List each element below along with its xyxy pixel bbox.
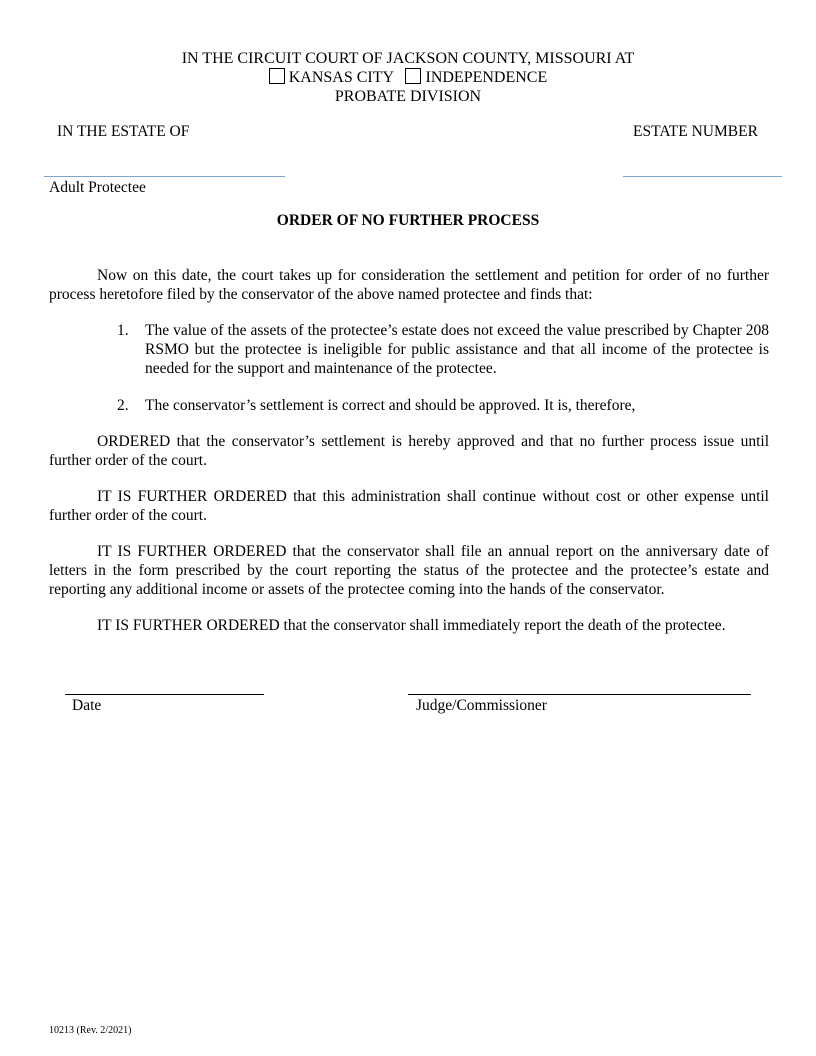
court-heading: IN THE CIRCUIT COURT OF JACKSON COUNTY, MISSOURI AT: [181, 50, 635, 67]
order-paragraph: IT IS FURTHER ORDERED that the conservator shall file an annual report on the anniversary date of letters in the form prescribed by the court reporting the status of the protectee and the protectee’s estate and reporting any additional income or assets of the protectee coming into the hands of the conservator.: [49, 543, 769, 598]
finding-number: 1.: [117, 322, 129, 339]
date-label: Date: [72, 697, 102, 714]
judge-signature-field[interactable]: [408, 694, 751, 695]
judge-label: Judge/Commissioner: [416, 697, 547, 714]
order-paragraph: IT IS FURTHER ORDERED that this administration shall continue without cost or other expense until further order of the court.: [49, 488, 769, 524]
independence-label: INDEPENDENCE: [425, 69, 548, 86]
date-field[interactable]: [65, 694, 264, 695]
estate-name-field[interactable]: [44, 176, 285, 177]
estate-number-field[interactable]: [623, 176, 782, 177]
finding-item: [117, 321, 769, 378]
finding-item: [117, 396, 769, 415]
location-options: [0, 68, 816, 87]
kansas-city-checkbox[interactable]: [269, 68, 285, 84]
finding-text: The value of the assets of the protectee’s estate does not exceed the value prescribed by Chapter 208 RSMO but the protectee is ineligible for public assistance and that all income of the protectee is needed for the support and maintenance of the protectee.: [145, 322, 769, 377]
division-heading: PROBATE DIVISION: [334, 88, 482, 105]
order-paragraph: IT IS FURTHER ORDERED that the conservator shall immediately report the death of the protectee.: [97, 617, 726, 634]
form-number: 10213 (Rev. 2/2021): [49, 1025, 132, 1036]
document-title: ORDER OF NO FURTHER PROCESS: [276, 212, 540, 229]
estate-of-label: IN THE ESTATE OF: [57, 123, 190, 140]
kansas-city-label: KANSAS CITY: [288, 69, 394, 86]
protectee-label: Adult Protectee: [49, 179, 146, 196]
estate-number-label: ESTATE NUMBER: [633, 123, 758, 140]
finding-text: The conservator’s settlement is correct and should be approved. It is, therefore,: [145, 397, 636, 414]
order-paragraph: ORDERED that the conservator’s settlement is hereby approved and that no further process issue until further order of the court.: [49, 433, 769, 469]
intro-paragraph: Now on this date, the court takes up for consideration the settlement and petition for order of no further process heretofore filed by the conservator of the above named protectee and finds that:: [49, 267, 769, 303]
independence-checkbox[interactable]: [405, 68, 421, 84]
finding-number: 2.: [117, 397, 129, 414]
